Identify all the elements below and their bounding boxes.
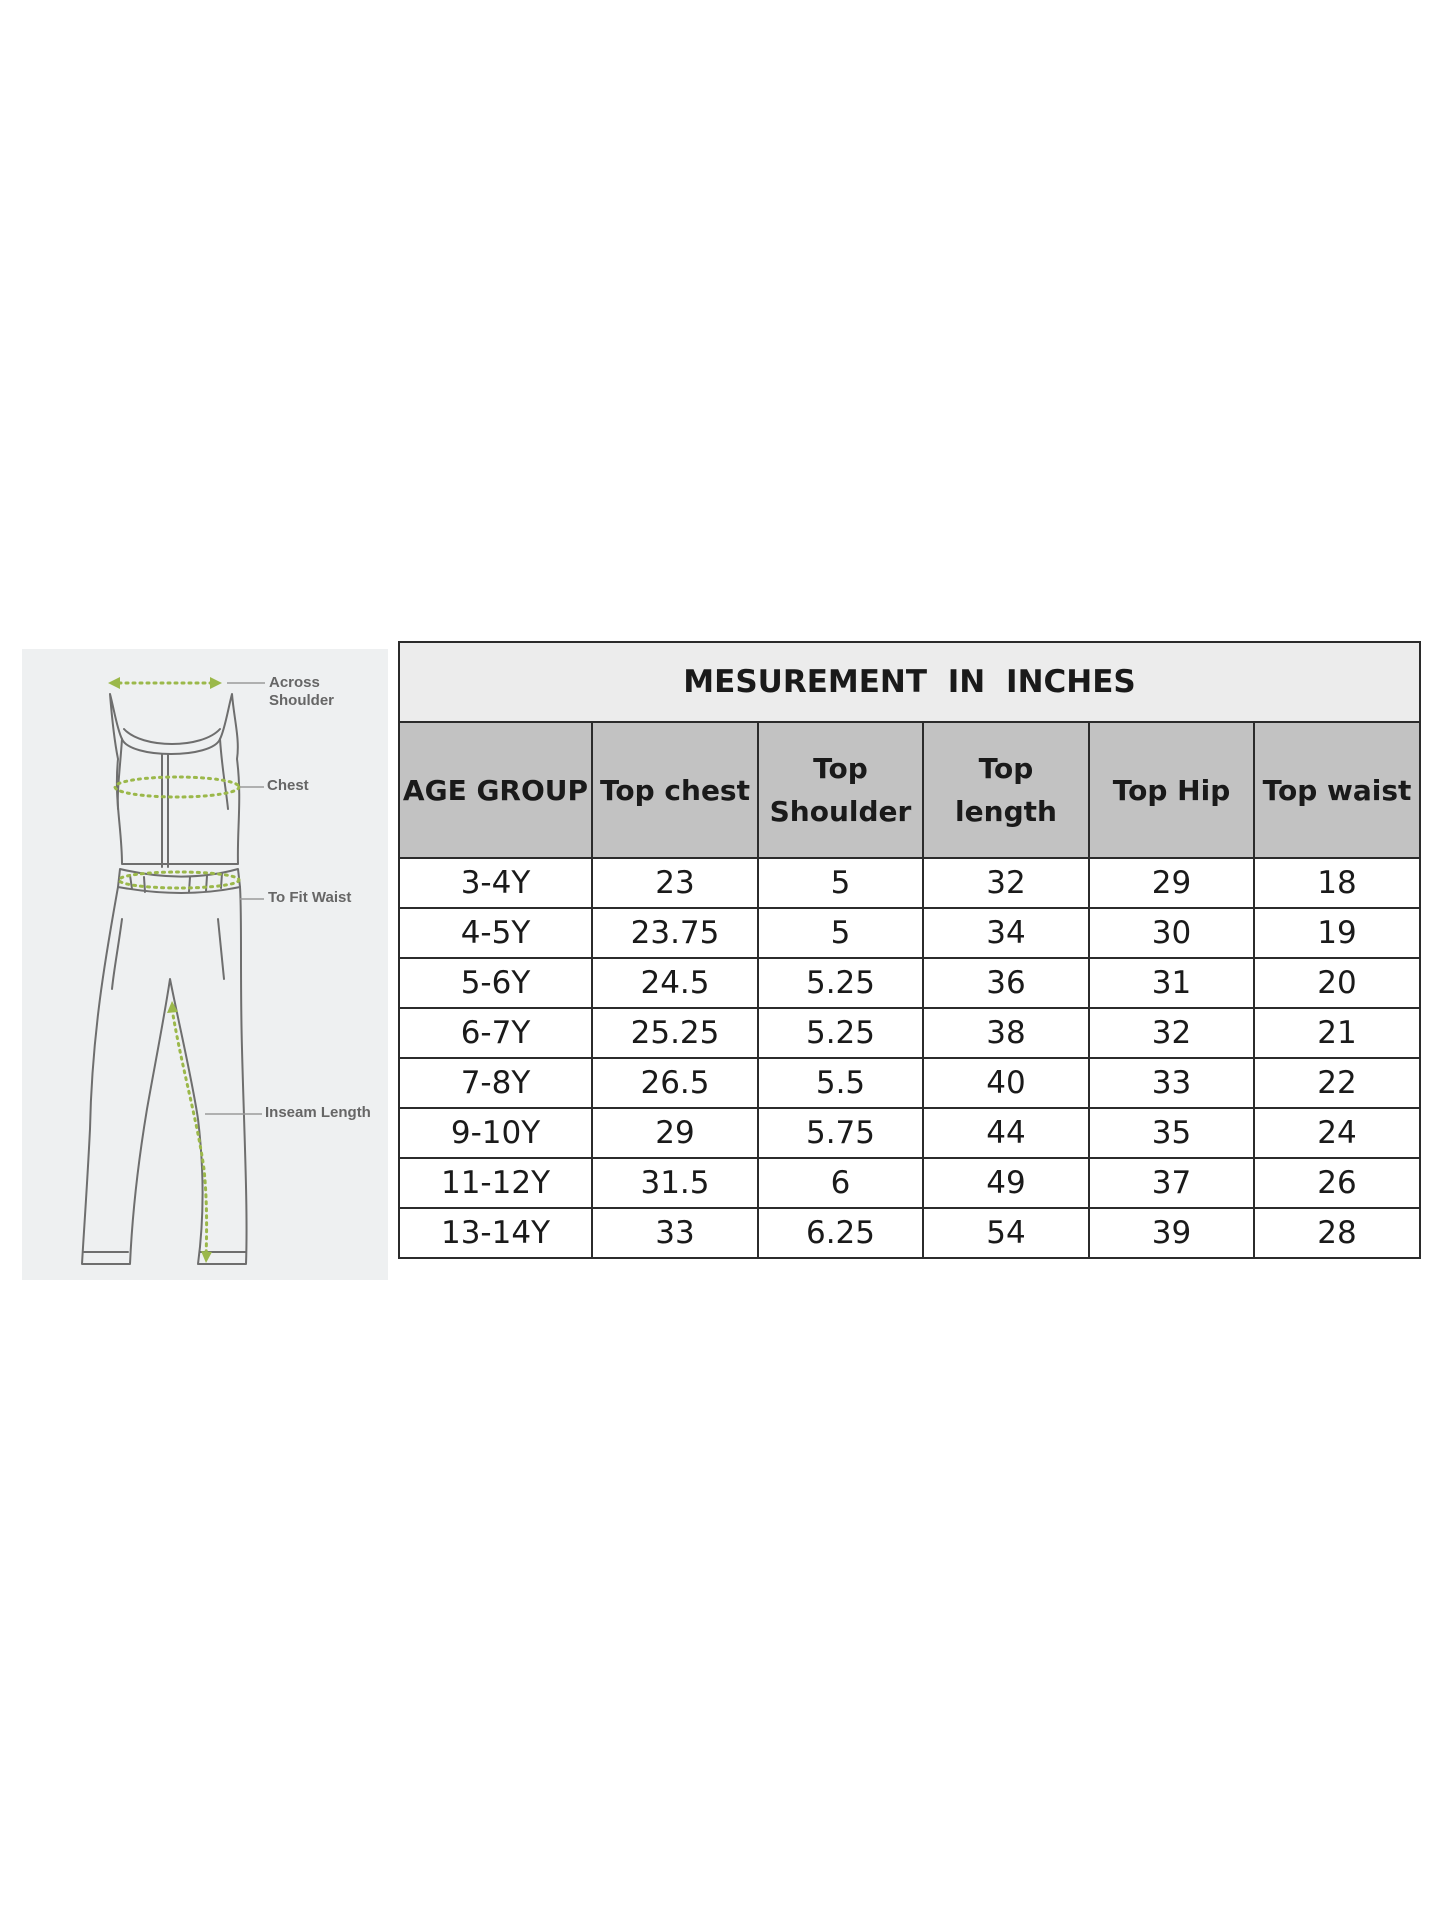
measurement-cell: 18 bbox=[1254, 858, 1420, 908]
table-row bbox=[399, 1058, 1420, 1108]
trouser-outline bbox=[82, 887, 247, 1264]
callout-inseam-length: Inseam Length bbox=[265, 1104, 371, 1121]
age-group-cell: 5-6Y bbox=[399, 958, 592, 1008]
measurement-cell: 29 bbox=[1089, 858, 1254, 908]
table-row bbox=[399, 1008, 1420, 1058]
measurement-cell: 24 bbox=[1254, 1108, 1420, 1158]
header-top-waist: Top waist bbox=[1254, 722, 1420, 858]
measurement-cell: 37 bbox=[1089, 1158, 1254, 1208]
measurement-cell: 33 bbox=[1089, 1058, 1254, 1108]
measurement-cell: 6.25 bbox=[758, 1208, 923, 1258]
callout-across-shoulder: Across Shoulder bbox=[269, 674, 335, 709]
header-row bbox=[399, 722, 1420, 858]
callout-to-fit-waist: To Fit Waist bbox=[268, 889, 352, 906]
measurement-cell: 26.5 bbox=[592, 1058, 758, 1108]
age-group-cell: 13-14Y bbox=[399, 1208, 592, 1258]
measurement-cell: 30 bbox=[1089, 908, 1254, 958]
measurement-cell: 34 bbox=[923, 908, 1089, 958]
table-row bbox=[399, 1208, 1420, 1258]
measurement-cell: 26 bbox=[1254, 1158, 1420, 1208]
title-row bbox=[399, 642, 1420, 722]
measurement-cell: 5 bbox=[758, 858, 923, 908]
measurement-cell: 23 bbox=[592, 858, 758, 908]
measurement-cell: 54 bbox=[923, 1208, 1089, 1258]
jumpsuit-measurement-diagram bbox=[22, 649, 388, 1280]
age-group-cell: 4-5Y bbox=[399, 908, 592, 958]
measurement-cell: 31.5 bbox=[592, 1158, 758, 1208]
measurement-cell: 25.25 bbox=[592, 1008, 758, 1058]
measurement-cell: 5.25 bbox=[758, 1008, 923, 1058]
size-rows bbox=[399, 858, 1420, 1258]
measurement-cell: 19 bbox=[1254, 908, 1420, 958]
measurement-cell: 21 bbox=[1254, 1008, 1420, 1058]
measurement-cell: 32 bbox=[1089, 1008, 1254, 1058]
measurement-cell: 35 bbox=[1089, 1108, 1254, 1158]
table-row bbox=[399, 1108, 1420, 1158]
measurement-cell: 24.5 bbox=[592, 958, 758, 1008]
size-chart-table bbox=[398, 641, 1421, 1259]
header-top-length: Top length bbox=[923, 722, 1089, 858]
measurement-cell: 28 bbox=[1254, 1208, 1420, 1258]
header-top-chest: Top chest bbox=[592, 722, 758, 858]
age-group-cell: 7-8Y bbox=[399, 1058, 592, 1108]
table-row bbox=[399, 958, 1420, 1008]
measurement-cell: 22 bbox=[1254, 1058, 1420, 1108]
bodice-outline bbox=[110, 694, 239, 864]
measurement-cell: 39 bbox=[1089, 1208, 1254, 1258]
measurement-cell: 6 bbox=[758, 1158, 923, 1208]
measurement-cell: 5.25 bbox=[758, 958, 923, 1008]
callout-chest: Chest bbox=[267, 777, 309, 794]
jumpsuit-illustration bbox=[22, 649, 388, 1280]
measurement-cell: 44 bbox=[923, 1108, 1089, 1158]
measurement-cell: 20 bbox=[1254, 958, 1420, 1008]
measurement-cell: 23.75 bbox=[592, 908, 758, 958]
age-group-cell: 6-7Y bbox=[399, 1008, 592, 1058]
measurement-cell: 40 bbox=[923, 1058, 1089, 1108]
measurement-cell: 29 bbox=[592, 1108, 758, 1158]
measurement-cell: 33 bbox=[592, 1208, 758, 1258]
measurement-cell: 38 bbox=[923, 1008, 1089, 1058]
measurement-cell: 5 bbox=[758, 908, 923, 958]
header-age-group: AGE GROUP bbox=[399, 722, 592, 858]
measurement-cell: 32 bbox=[923, 858, 1089, 908]
table-row bbox=[399, 858, 1420, 908]
header-top-shoulder: Top Shoulder bbox=[758, 722, 923, 858]
header-top-hip: Top Hip bbox=[1089, 722, 1254, 858]
table-row bbox=[399, 908, 1420, 958]
measurement-cell: 31 bbox=[1089, 958, 1254, 1008]
measurement-cell: 5.5 bbox=[758, 1058, 923, 1108]
age-group-cell: 9-10Y bbox=[399, 1108, 592, 1158]
measurement-cell: 36 bbox=[923, 958, 1089, 1008]
measurement-cell: 5.75 bbox=[758, 1108, 923, 1158]
age-group-cell: 11-12Y bbox=[399, 1158, 592, 1208]
age-group-cell: 3-4Y bbox=[399, 858, 592, 908]
table-title: MESUREMENT IN INCHES bbox=[399, 642, 1420, 722]
measurement-cell: 49 bbox=[923, 1158, 1089, 1208]
table-row bbox=[399, 1158, 1420, 1208]
